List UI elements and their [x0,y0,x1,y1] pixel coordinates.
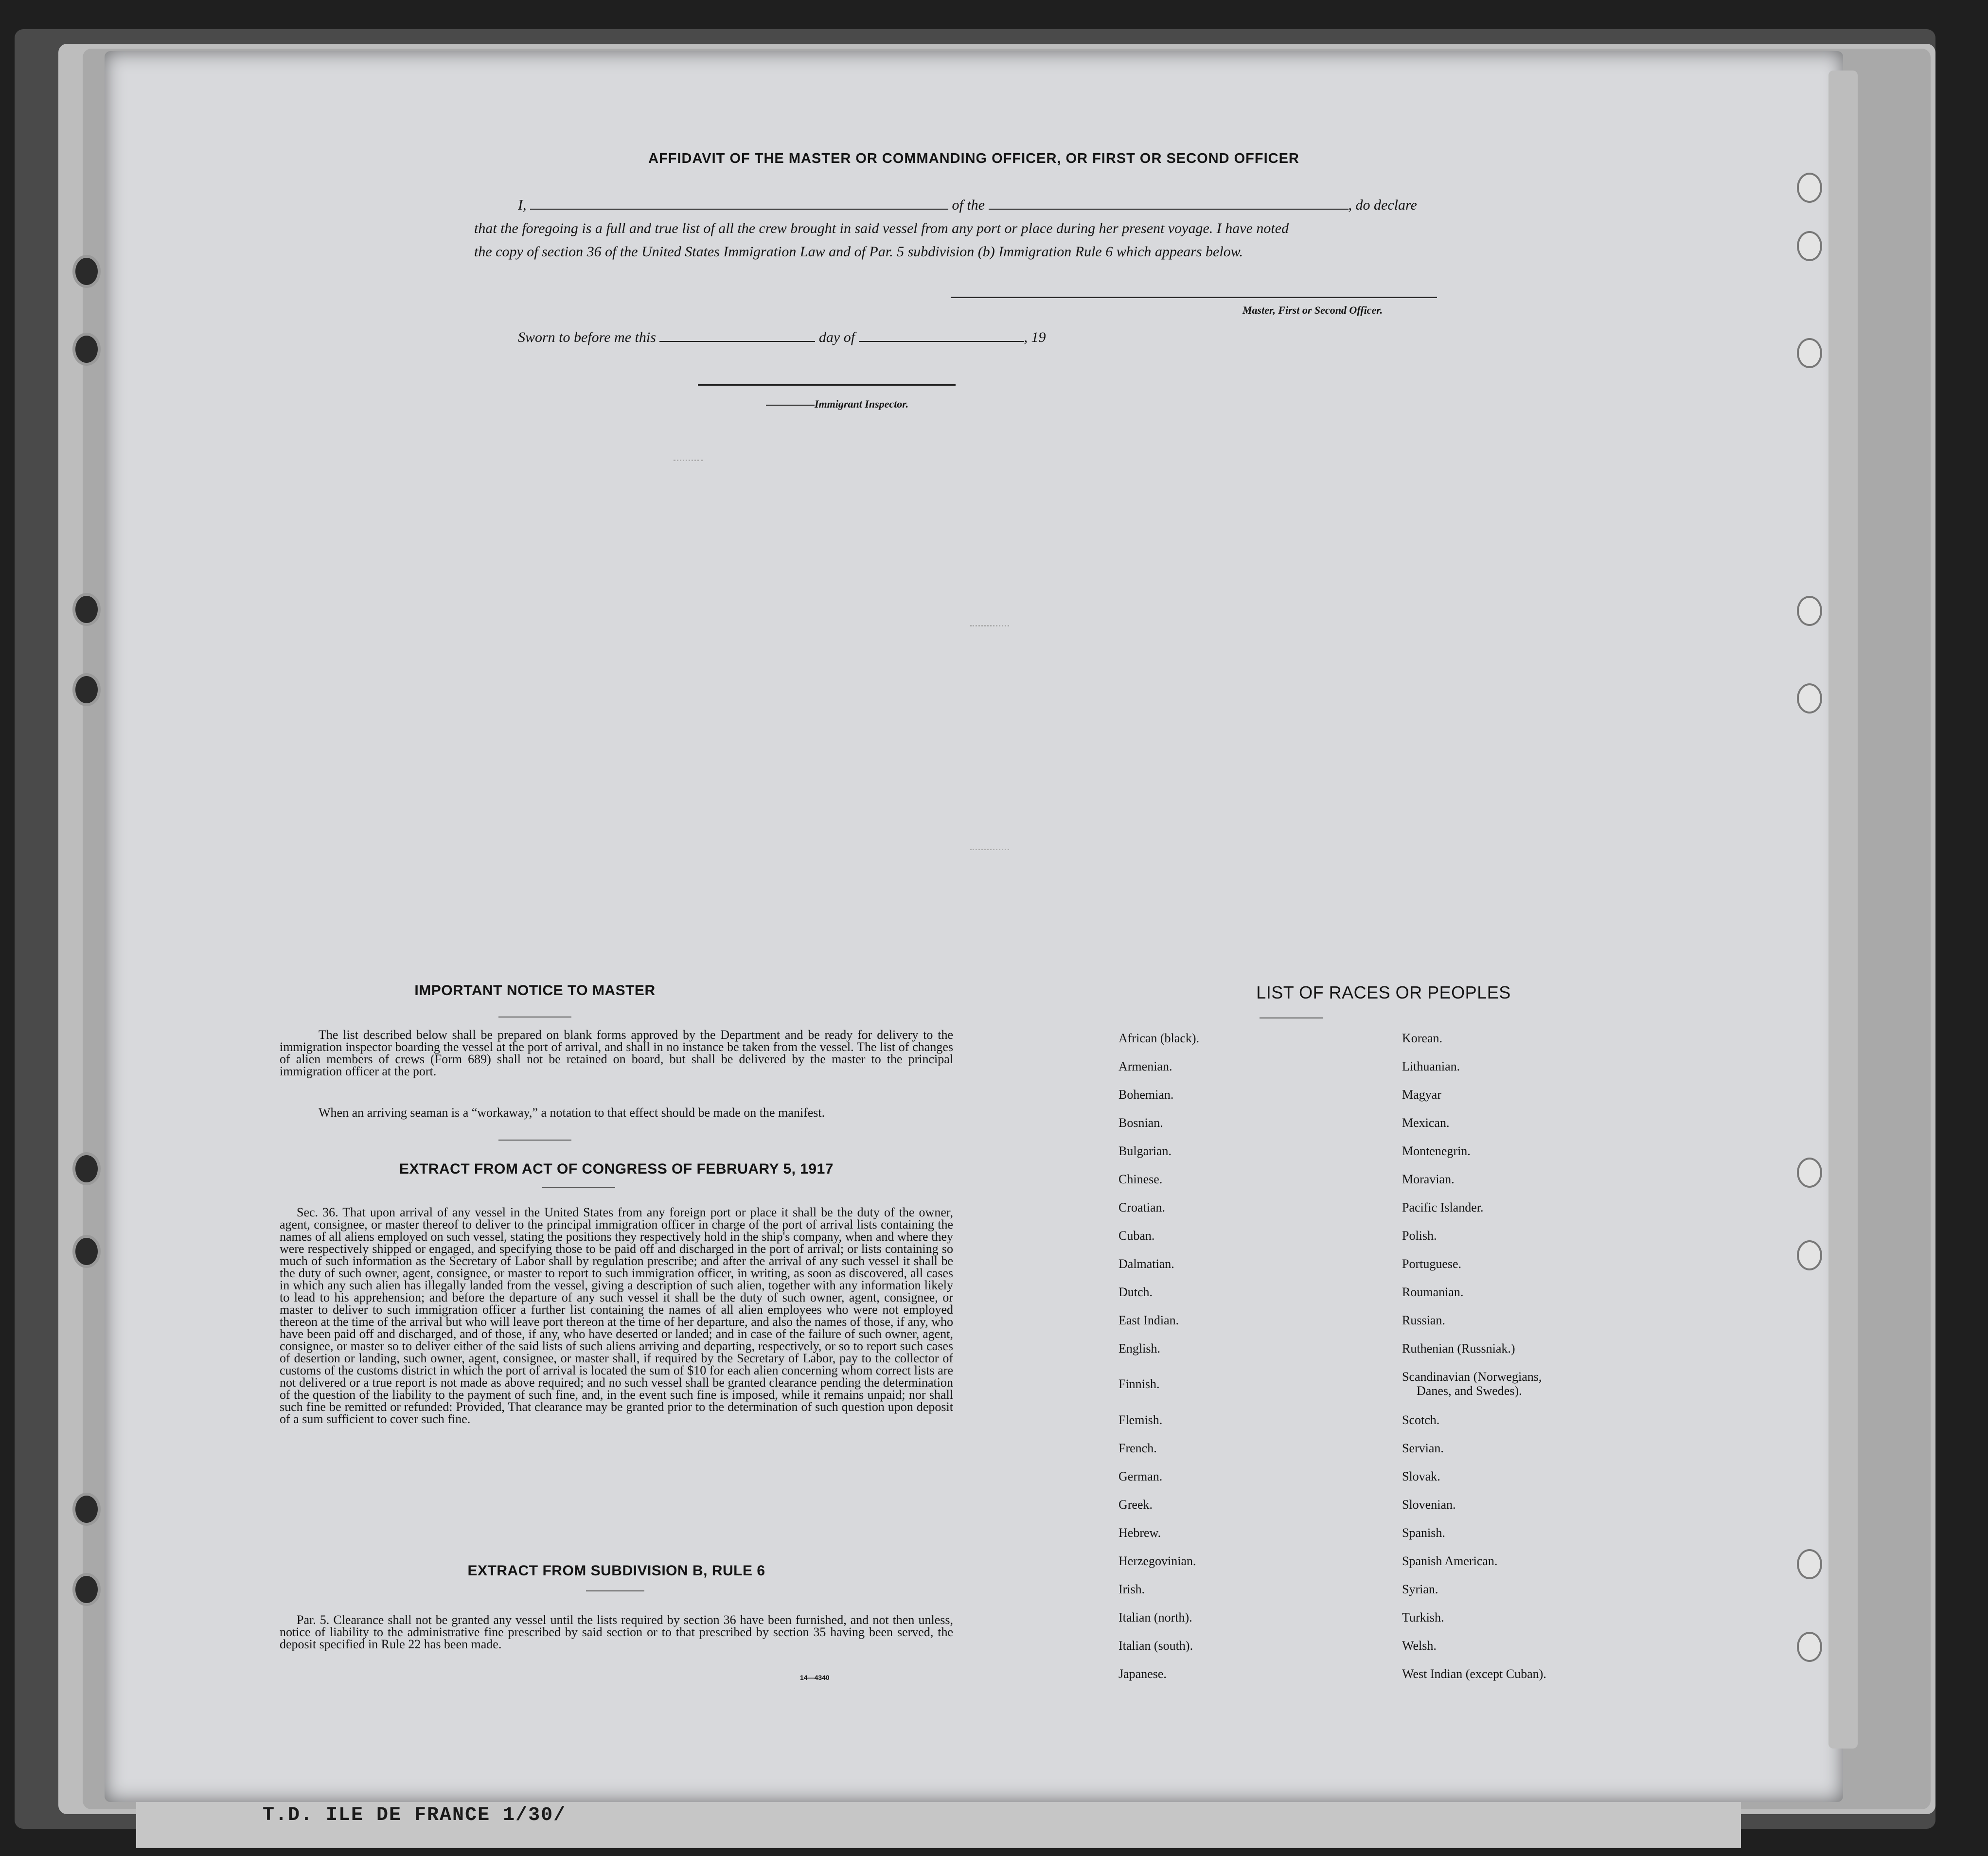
binder-hole-icon [75,336,98,363]
inspector-signature-line [698,384,956,386]
officer-signature-line [951,297,1437,298]
binder-hole-icon [75,1576,98,1603]
declaration-prefix: I, [518,197,527,213]
race-item: Portuguese. [1402,1257,1462,1271]
race-item: Spanish American. [1402,1554,1498,1568]
sworn-month-blank [859,340,1024,342]
race-item: Flemish. [1118,1413,1163,1427]
race-item: Servian. [1402,1441,1444,1455]
race-item: Japanese. [1118,1667,1167,1681]
race-item: Polish. [1402,1229,1437,1243]
race-item: Pacific Islander. [1402,1200,1484,1214]
race-item: Ruthenian (Russniak.) [1402,1341,1515,1356]
race-item: Roumanian. [1402,1285,1464,1299]
name-blank [530,208,948,210]
race-item: Croatian. [1118,1200,1166,1214]
officer-label: Master, First or Second Officer. [1242,304,1383,316]
notice-paragraph-2: When an arriving seaman is a “workaway,” a notation to that effect should be made on the manifest. [319,1106,825,1120]
race-item: Welsh. [1402,1639,1437,1653]
declaration-suffix: , do declare [1348,197,1417,213]
race-item: Cuban. [1118,1229,1155,1243]
race-item: Bulgarian. [1118,1144,1172,1158]
race-item: Scotch. [1402,1413,1440,1427]
race-item: Magyar [1402,1088,1441,1102]
race-item: Turkish. [1402,1610,1444,1624]
race-item: French. [1118,1441,1157,1455]
form-number: 14—4340 [800,1674,830,1681]
race-item: Mexican. [1402,1116,1450,1130]
race-item: Greek. [1118,1498,1153,1512]
punch-hole-icon [1797,1158,1822,1188]
bleed-through-mark [674,460,703,468]
binder-hole-icon [75,1496,98,1523]
divider [498,1140,571,1141]
punch-hole-icon [1797,596,1822,626]
affidavit-title: AFFIDAVIT OF THE MASTER OR COMMANDING OFFICER, OR FIRST OR SECOND OFFICER [648,151,1299,166]
race-item: Moravian. [1402,1172,1455,1186]
sworn-date-blank [659,340,815,342]
race-item: Korean. [1402,1031,1443,1045]
race-item: Slovenian. [1402,1498,1456,1512]
punch-hole-icon [1797,173,1822,203]
race-item: Scandinavian (Norwegians, [1402,1370,1542,1384]
punch-hole-icon [1797,1240,1822,1270]
race-item: German. [1118,1469,1163,1483]
notice-paragraph-1: The list described below shall be prepared on blank forms approved by the Department and be ready for delivery to the immigration inspector boarding the vessel at the port of arrival, and shall in no instance be taken from the vessel. The list of changes of alien members of crews (Form 689) shall not be retained on board, but shall be delivered by the master to the principal immigration officer at the port. [280,1028,953,1078]
race-item: Herzegovinian. [1118,1554,1196,1568]
race-item: Finnish. [1118,1377,1160,1391]
divider [542,1187,615,1188]
race-item: West Indian (except Cuban). [1402,1667,1546,1681]
binder-hole-icon [75,596,98,623]
sworn-line [518,329,1046,346]
act-text: Sec. 36. That upon arrival of any vessel in the United States from any foreign port or place it shall be the duty of the owner, agent, consignee, or master thereof to deliver to the principal immigration officer in charge of the port of arrival lists containing the names of all aliens employed on such vessel, stating the positions they respectively hold in the ship's company, when and where they were respectively shipped or engaged, and specifying those to be paid off and discharged in the port of arrival; or lists containing so much of such information as the Secretary of Labor shall by regulation prescribe; and after the arrival of any such vessel it shall be the duty of such owner, agent, consignee, or master to report to such immigration officer, in writing, as soon as discovered, all cases in which any such alien has illegally landed from the vessel, giving a description of such alien, together with any information likely to lead to his apprehension; and before the departure of any such vessel it shall be the duty of such owner, agent, consignee, or master to deliver to such immigration officer a further list containing the names of all alien employees who were not employed thereon at the time of the arrival but who will leave port thereon at the time of her departure, and also the names of those, if any, who have been paid off and discharged, and of those, if any, who have deserted or landed; and in case of the failure of such owner, agent, consignee, or master so to deliver either of the said lists of such aliens arriving and departing, respectively, or so to report such cases of desertion or landing, such owner, agent, consignee, or master shall, if required by the Secretary of Labor, pay to the collector of customs of the customs district in which the port of arrival is located the sum of $10 for each alien concerning whom correct lists are not delivered or a true report is not made as above required; and no such vessel shall be granted clearance pending the determination of the question of the liability to the payment of such fine, and, in the event such fine is imposed, while it remains unpaid; nor shall such fine be remitted or refunded: Provided, That clearance may be granted prior to the determination of such question upon deposit of a sum sufficient to cover such fine. [280,1205,953,1426]
punch-hole-icon [1797,1632,1822,1662]
race-item: Dalmatian. [1118,1257,1174,1271]
race-item: English. [1118,1341,1160,1356]
bottom-label: T.D. ILE DE FRANCE 1/30/ [263,1804,567,1826]
race-item: African (black). [1118,1031,1200,1045]
binder-hole-icon [75,258,98,285]
form-page [105,51,1843,1802]
inspector-prefix-line [766,405,815,406]
divider [1260,1017,1323,1018]
race-item: Lithuanian. [1402,1059,1460,1073]
bleed-through-mark [970,625,1009,633]
race-item: Bohemian. [1118,1088,1174,1102]
binder-hole-icon [75,1155,98,1182]
race-item: Italian (south). [1118,1639,1193,1653]
binder-hole-icon [75,1238,98,1265]
notice-heading: IMPORTANT NOTICE TO MASTER [414,982,656,999]
act-heading: EXTRACT FROM ACT OF CONGRESS OF FEBRUARY 5, 1917 [399,1161,834,1177]
race-item: Bosnian. [1118,1116,1163,1130]
declaration-line-2: that the foregoing is a full and true list of all the crew brought in said vessel from any port or place during her present voyage. I have noted [474,220,1289,236]
page-edge [1828,71,1858,1749]
rule-text: Par. 5. Clearance shall not be granted any vessel until the lists required by section 36 have been furnished, and not then unless, notice of liability to the administrative fine prescribed by said section or to that prescribed by section 35 having been served, the deposit specified in Rule 22 has been made. [280,1613,953,1651]
binder-hole-icon [75,676,98,703]
race-item: Dutch. [1118,1285,1153,1299]
race-item-continuation: Danes, and Swedes). [1417,1384,1522,1398]
race-item: Slovak. [1402,1469,1440,1483]
rule-heading: EXTRACT FROM SUBDIVISION B, RULE 6 [467,1563,765,1579]
declaration-mid: of the [952,197,985,213]
race-item: Syrian. [1402,1582,1438,1596]
inspector-label: Immigrant Inspector. [815,398,909,410]
sworn-day-label: day of [818,329,855,345]
race-item: Chinese. [1118,1172,1163,1186]
sworn-prefix: Sworn to before me this [518,329,656,345]
punch-hole-icon [1797,1549,1822,1579]
race-item: Italian (north). [1118,1610,1192,1624]
bleed-through-mark [970,849,1009,857]
race-item: Irish. [1118,1582,1145,1596]
race-item: East Indian. [1118,1313,1179,1327]
race-item: Russian. [1402,1313,1445,1327]
divider [586,1590,644,1591]
declaration-line-3: the copy of section 36 of the United States Immigration Law and of Par. 5 subdivision (b) Immigration Rule 6 which appears below. [474,244,1243,260]
sworn-year-label: , 19 [1024,329,1046,345]
race-item: Montenegrin. [1402,1144,1471,1158]
race-item: Spanish. [1402,1526,1445,1540]
punch-hole-icon [1797,231,1822,261]
vessel-blank [989,208,1349,210]
punch-hole-icon [1797,338,1822,368]
declaration-line-1 [518,197,1417,214]
races-heading: LIST OF RACES OR PEOPLES [1256,982,1511,1002]
race-item: Hebrew. [1118,1526,1161,1540]
race-item: Armenian. [1118,1059,1172,1073]
punch-hole-icon [1797,683,1822,714]
